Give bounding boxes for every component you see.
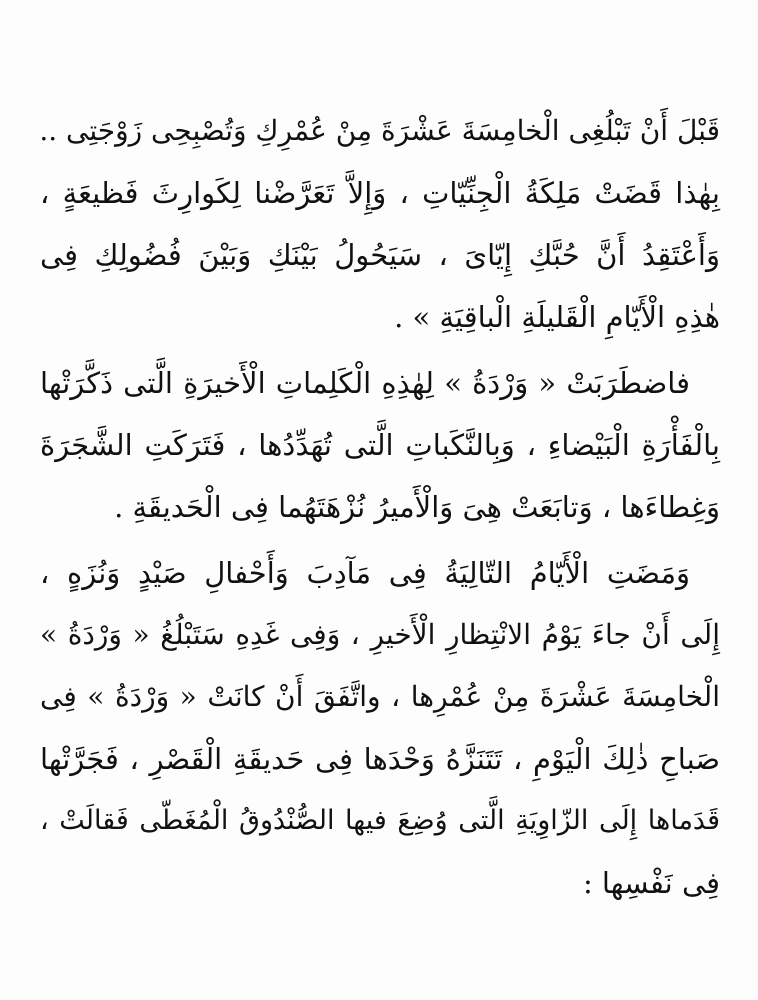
- text-line: الْخامِسَةَ عَشْرَةَ مِنْ عُمْرِها ، واتَّفَقَ أَنْ كانَتْ « وَرْدَةُ » فِى: [40, 680, 720, 713]
- text-line: صَباحِ ذٰلِكَ الْيَوْمِ ، تَتَنَزَّهُ وَحْدَها فِى حَديقَةِ الْقَصْرِ ، فَجَرَّتْها: [40, 742, 720, 776]
- page-text: [40, 100, 720, 914]
- text-line: إِلَى أَنْ جاءَ يَوْمُ الانْتِظارِ الْأَخيرِ ، وَفِى غَدِهِ سَتَبْلُغُ « وَرْدَةُ »: [40, 618, 720, 651]
- text-line: وَغِطاءَها ، وَتابَعَتْ هِىَ وَالْأَميرُ نُزْهَتَهُما فِى الْحَديقَةِ .: [114, 490, 720, 524]
- text-line: وَمَضَتِ الْأَيّامُ التّالِيَةُ فِى مَآدِبَ وَأَحْفالِ صَيْدٍ وَنُزَهٍ ،: [40, 556, 690, 590]
- paragraph-1: [40, 100, 720, 348]
- text-line: بِهٰذا قَضَتْ مَلِكَةُ الْجِنِّيّاتِ ، وَإِلاَّ تَعَرَّضْنا لِكَوارِثَ فَظيعَةٍ ،: [40, 176, 720, 210]
- text-line: قَبْلَ أَنْ تَبْلُغِى الْخامِسَةَ عَشْرَةَ مِنْ عُمْرِكِ وَتُصْبِحِى زَوْجَتِى ..: [39, 114, 720, 147]
- text-line: فِى نَفْسِها :: [582, 866, 720, 900]
- text-line: فاضطَرَبَتْ « وَرْدَةُ » لِهٰذِهِ الْكَلِماتِ الْأَخيرَةِ الَّتى ذَكَّرَتْها: [40, 366, 690, 400]
- paragraph-3: [40, 542, 720, 914]
- paragraph-2: [40, 352, 720, 538]
- text-line: بِالْفَأْرَةِ الْبَيْضاءِ ، وَبِالنَّكَباتِ الَّتى تُهَدِّدُها ، فَتَرَكَتِ الشَّجَرَةَ: [40, 428, 720, 462]
- text-line: وَأَعْتَقِدُ أَنَّ حُبَّكِ إِيّاىَ ، سَيَحُولُ بَيْنَكِ وَبَيْنَ فُضُولِكِ فِى: [40, 238, 720, 272]
- text-line: قَدَماها إِلَى الزّاوِيَةِ الَّتى وُضِعَ فيها الصُّنْدُوقُ الْمُغَطّى فَقالَتْ ،: [40, 805, 720, 836]
- text-line: هٰذِهِ الْأَيّامِ الْقَليلَةِ الْباقِيَةِ » .: [394, 300, 720, 334]
